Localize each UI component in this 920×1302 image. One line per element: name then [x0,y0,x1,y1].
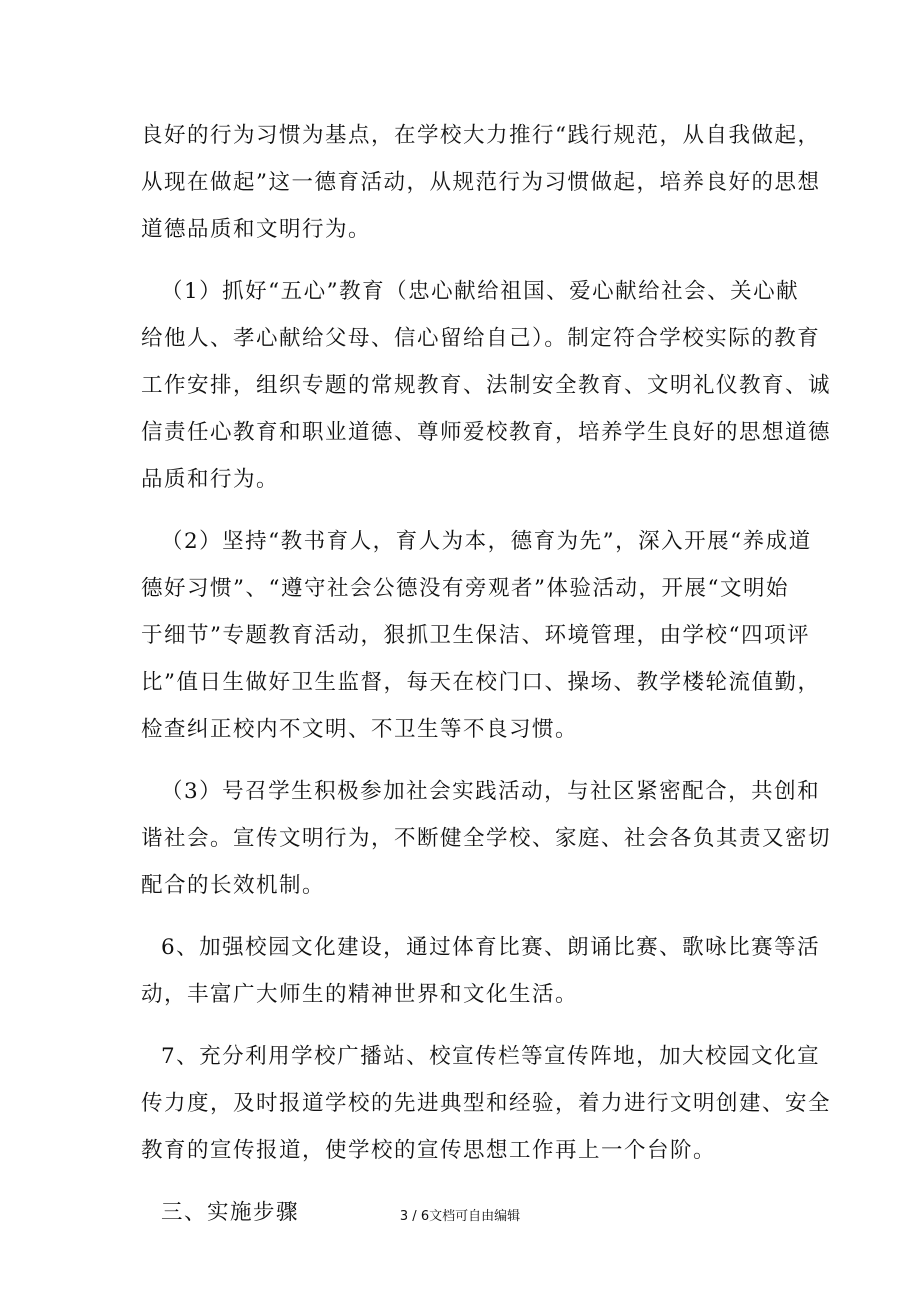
text-line: 从现在做起”这一德育活动，从规范行为习惯做起，培养良好的思想 [141,170,821,195]
text-line: （3）号召学生积极参加社会实践活动，与社区紧密配合，共创和 [161,779,821,804]
paragraph-point-7 [141,1033,832,1174]
text-line: 良好的行为习惯为基点，在学校大力推行“践行规范，从自我做起， [141,123,821,148]
paragraph-item-1 [141,268,832,503]
text-line: 教育的宣传报道，使学校的宣传思想工作再上一个台阶。 [141,1138,717,1163]
text-line: 配合的长效机制。 [141,873,326,898]
document-body [141,112,832,1251]
text-line: 传力度，及时报道学校的先进典型和经验，着力进行文明创建、安全 [141,1091,832,1116]
text-line: 德好习惯”、“遵守社会公德没有旁观者”体验活动，开展“文明始 [141,576,789,601]
text-line: 6、加强校园文化建设，通过体育比赛、朗诵比赛、歌咏比赛等活 [161,935,821,960]
text-line: 信责任心教育和职业道德、尊师爱校教育，培养学生良好的思想道德 [141,420,832,445]
paragraph-point-6 [141,924,821,1018]
text-line: 道德品质和文明行为。 [141,217,372,242]
text-line: 谐社会。宣传文明行为，不断健全学校、家庭、社会各负其责又密切 [141,826,832,851]
text-line: 工作安排，组织专题的常规教育、法制安全教育、文明礼仪教育、诚 [141,373,832,398]
paragraph-item-3 [141,768,832,909]
text-line: 动，丰富广大师生的精神世界和文化生活。 [141,982,579,1007]
paragraph-behavior-habits [141,112,821,253]
text-line: 于细节”专题教育活动，狠抓卫生保洁、环境管理，由学校“四项评 [141,623,810,648]
text-line: 比”值日生做好卫生监督，每天在校门口、操场、教学楼轮流值勤， [141,670,821,695]
text-line: （2）坚持“教书育人，育人为本，德育为先”，深入开展“养成道 [161,529,812,554]
paragraph-item-2 [141,518,821,753]
text-line: 三、实施步骤 [161,1200,300,1225]
text-line: （1）抓好“五心”教育（忠心献给祖国、爱心献给社会、关心献 [161,279,800,304]
text-line: 7、充分利用学校广播站、校宣传栏等宣传阵地，加大校园文化宣 [161,1044,821,1069]
text-line: 给他人、孝心献给父母、信心留给自己）。制定符合学校实际的教育 [141,326,821,351]
text-line: 检查纠正校内不文明、不卫生等不良习惯。 [141,717,579,742]
page-footer: 3 / 6文档可自由编辑 [399,1209,521,1224]
text-line: 品质和行为。 [141,467,280,492]
